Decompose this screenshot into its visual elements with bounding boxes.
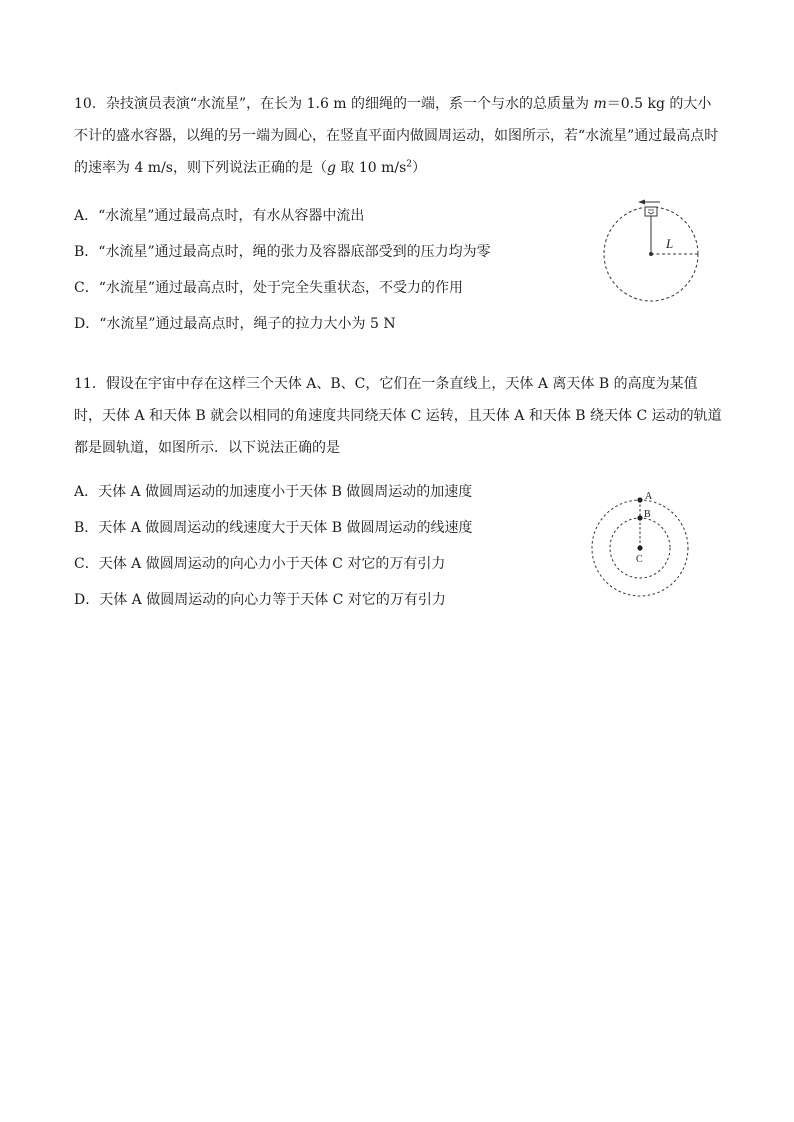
option-b: B．“水流星”通过最高点时，绳的张力及容器底部受到的压力均为零 [74, 244, 491, 260]
question-number: 11． [74, 376, 106, 392]
option-b: B．天体 A 做圆周运动的线速度大于天体 B 做圆周运动的线速度 [74, 520, 473, 536]
label-c: C [636, 554, 643, 565]
body-b [637, 515, 642, 520]
option-d: D．天体 A 做圆周运动的向心力等于天体 C 对它的万有引力 [74, 592, 446, 608]
label-b: B [644, 509, 651, 520]
option-c: C．天体 A 做圆周运动的向心力小于天体 C 对它的万有引力 [74, 556, 446, 572]
question-number: 10． [74, 96, 106, 112]
question-11-stem: 11．假设在宇宙中存在这样三个天体 A、B、C，它们在一条直线上，天体 A 离天体 B 的高度为某值时，天体 A 和天体 B 就会以相同的角速度共同绕天体 C 运转，且天体 A 和天体 B 绕天体 C 运动的轨道都是圆轨道，如图所示．以下说法正确的是 [74, 376, 722, 456]
option-a: A．天体 A 做圆周运动的加速度小于天体 B 做圆周运动的加速度 [74, 484, 473, 500]
option-c: C．“水流星”通过最高点时，处于完全失重状态，不受力的作用 [74, 280, 464, 296]
question-10-stem: 10．杂技演员表演“水流星”，在长为 1.6 m 的细绳的一端，系一个与水的总质量为 m＝0.5 kg 的大小不计的盛水容器，以绳的另一端为圆心，在竖直平面内做圆周运动，如图所示，若“水流星”通过最高点时的速率为 4 m/s，则下列说法正确的是（g 取 10 $m/s^2$） [74, 96, 719, 176]
body-a [637, 497, 642, 502]
option-d: D．“水流星”通过最高点时，绳子的拉力大小为 5 N [74, 316, 396, 332]
water-container [645, 207, 657, 216]
velocity-arrowhead [638, 200, 645, 205]
three-body-figure [588, 488, 692, 598]
label-a: A [645, 491, 653, 502]
radius-label: L [666, 236, 674, 251]
option-a: A．“水流星”通过最高点时，有水从容器中流出 [74, 208, 365, 224]
water-meteor-figure [596, 196, 706, 306]
body-c [637, 545, 642, 550]
